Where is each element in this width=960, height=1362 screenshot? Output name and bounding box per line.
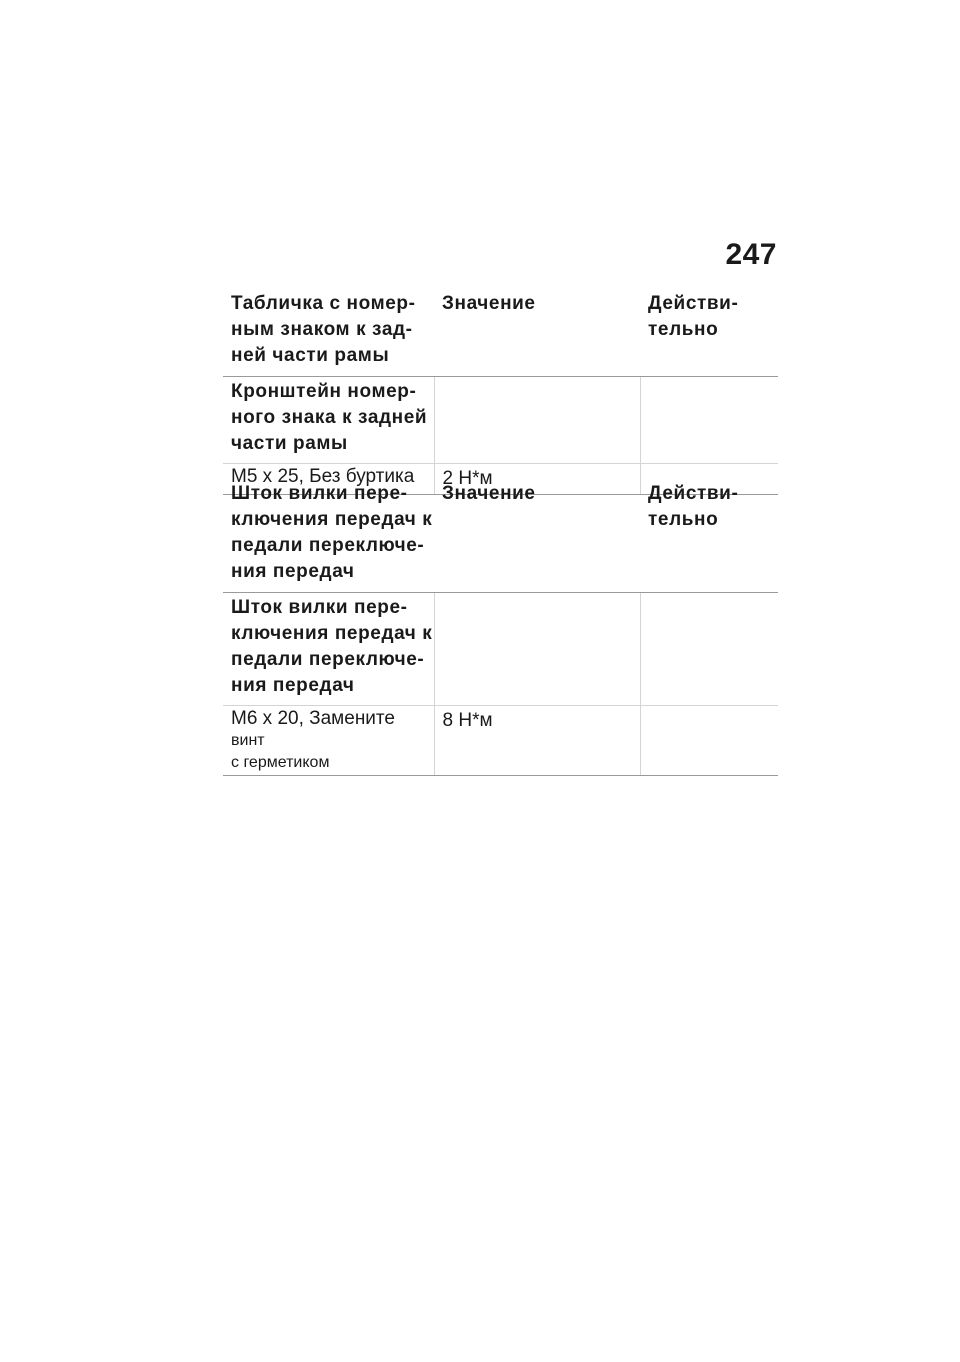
header-component: Шток вилки пере- ключения передач к педали переключе- ния передач: [223, 479, 434, 593]
subheader-component: Шток вилки пере- ключения передач к педали переключе- ния передач: [223, 593, 434, 706]
header-value: Значение: [434, 479, 640, 593]
header-valid: Действи- тельно: [640, 289, 778, 377]
subheader-value: [434, 377, 640, 464]
table-header-row: [223, 479, 778, 593]
torque-table-license-plate: [223, 289, 778, 495]
fastener-spec-note: винт с герметиком: [231, 732, 330, 771]
torque-value: 2 Н*м: [434, 464, 640, 495]
table-row: [223, 706, 778, 776]
table-header-row: [223, 289, 778, 377]
table-subheader-row: [223, 593, 778, 706]
fastener-spec-main: M5 x 25, Без буртика: [231, 466, 415, 487]
subheader-component: Кронштейн номер- ного знака к задней части рамы: [223, 377, 434, 464]
header-valid: Действи- тельно: [640, 479, 778, 593]
page-number: 247: [725, 238, 777, 271]
header-value: Значение: [434, 289, 640, 377]
torque-value: 8 Н*м: [434, 706, 640, 776]
fastener-spec: [223, 706, 434, 776]
header-component: Табличка с номер- ным знаком к зад- ней части рамы: [223, 289, 434, 377]
table-subheader-row: [223, 377, 778, 464]
subheader-value: [434, 593, 640, 706]
subheader-valid: [640, 593, 778, 706]
subheader-valid: [640, 377, 778, 464]
torque-table-shift-rod: [223, 479, 778, 776]
fastener-spec-main: M6 x 20, Замените: [231, 708, 395, 729]
valid-cell: [640, 706, 778, 776]
